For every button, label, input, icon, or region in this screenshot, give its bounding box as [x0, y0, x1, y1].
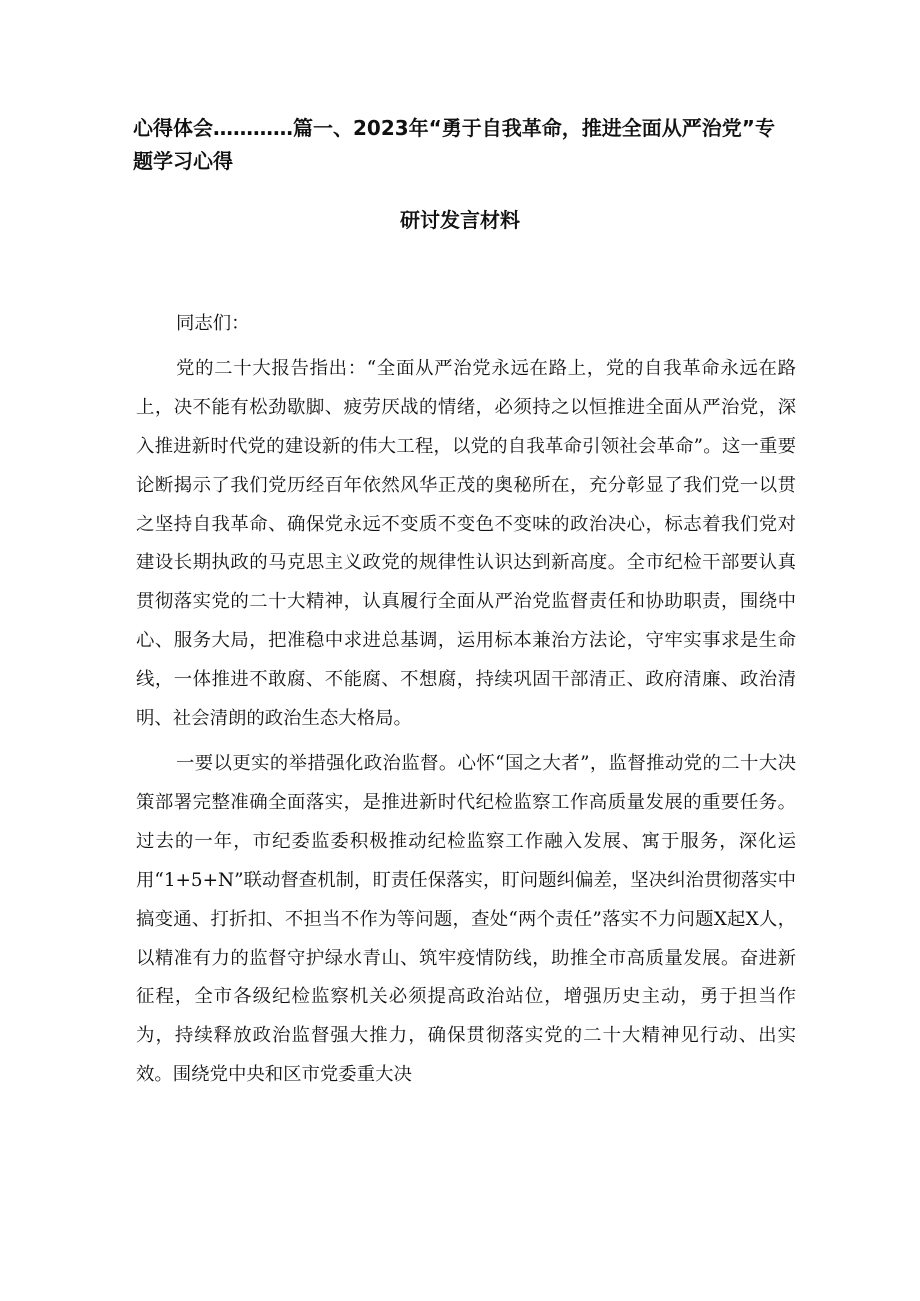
salutation: 同志们：: [176, 313, 250, 334]
toc-heading: 心得体会…………篇一、2023年“勇于自我革命，推进全面从严治党”专题学习心得: [133, 116, 775, 173]
document-subtitle: 研讨发言材料: [400, 208, 520, 232]
paragraph-2: 一要以更实的举措强化政治监督。心怀“国之大者”，监督推动党的二十大决策部署完整准确全面落实，是推进新时代纪检监察工作高质量发展的重要任务。过去的一年，市纪委监委积极推动纪检监察工作融入发展、寓于服务，深化运用“1+5+N”联动督查机制，盯责任保落实，盯问题纠偏差，坚决纠治贯彻落实中搞变通、打折扣、不担当不作为等问题，查处“两个责任”落实不力问题X起X人，以精准有力的监督守护绿水青山、筑牢疫情防线，助推全市高质量发展。奋进新征程，全市各级纪检监察机关必须提高政治站位，增强历史主动，勇于担当作为，持续释放政治监督强大推力，确保贯彻落实党的二十大精神见行动、出实效。围绕党中央和区市党委重大决: [136, 752, 796, 1086]
document-body: [136, 305, 796, 1101]
paragraph-1: 党的二十大报告指出：“全面从严治党永远在路上，党的自我革命永远在路上，决不能有松劲歇脚、疲劳厌战的情绪，必须持之以恒推进全面从严治党，深入推进新时代党的建设新的伟大工程，以党的自我革命引领社会革命”。这一重要论断揭示了我们党历经百年依然风华正茂的奥秘所在，充分彰显了我们党一以贯之坚持自我革命、确保党永远不变质不变色不变味的政治决心，标志着我们党对建设长期执政的马克思主义政党的规律性认识达到新高度。全市纪检干部要认真贯彻落实党的二十大精神，认真履行全面从严治党监督责任和协助职责，围绕中心、服务大局，把准稳中求进总基调，运用标本兼治方法论，守牢实事求是生命线，一体推进不敢腐、不能腐、不想腐，持续巩固干部清正、政府清廉、政治清明、社会清朗的政治生态大格局。: [136, 357, 796, 730]
